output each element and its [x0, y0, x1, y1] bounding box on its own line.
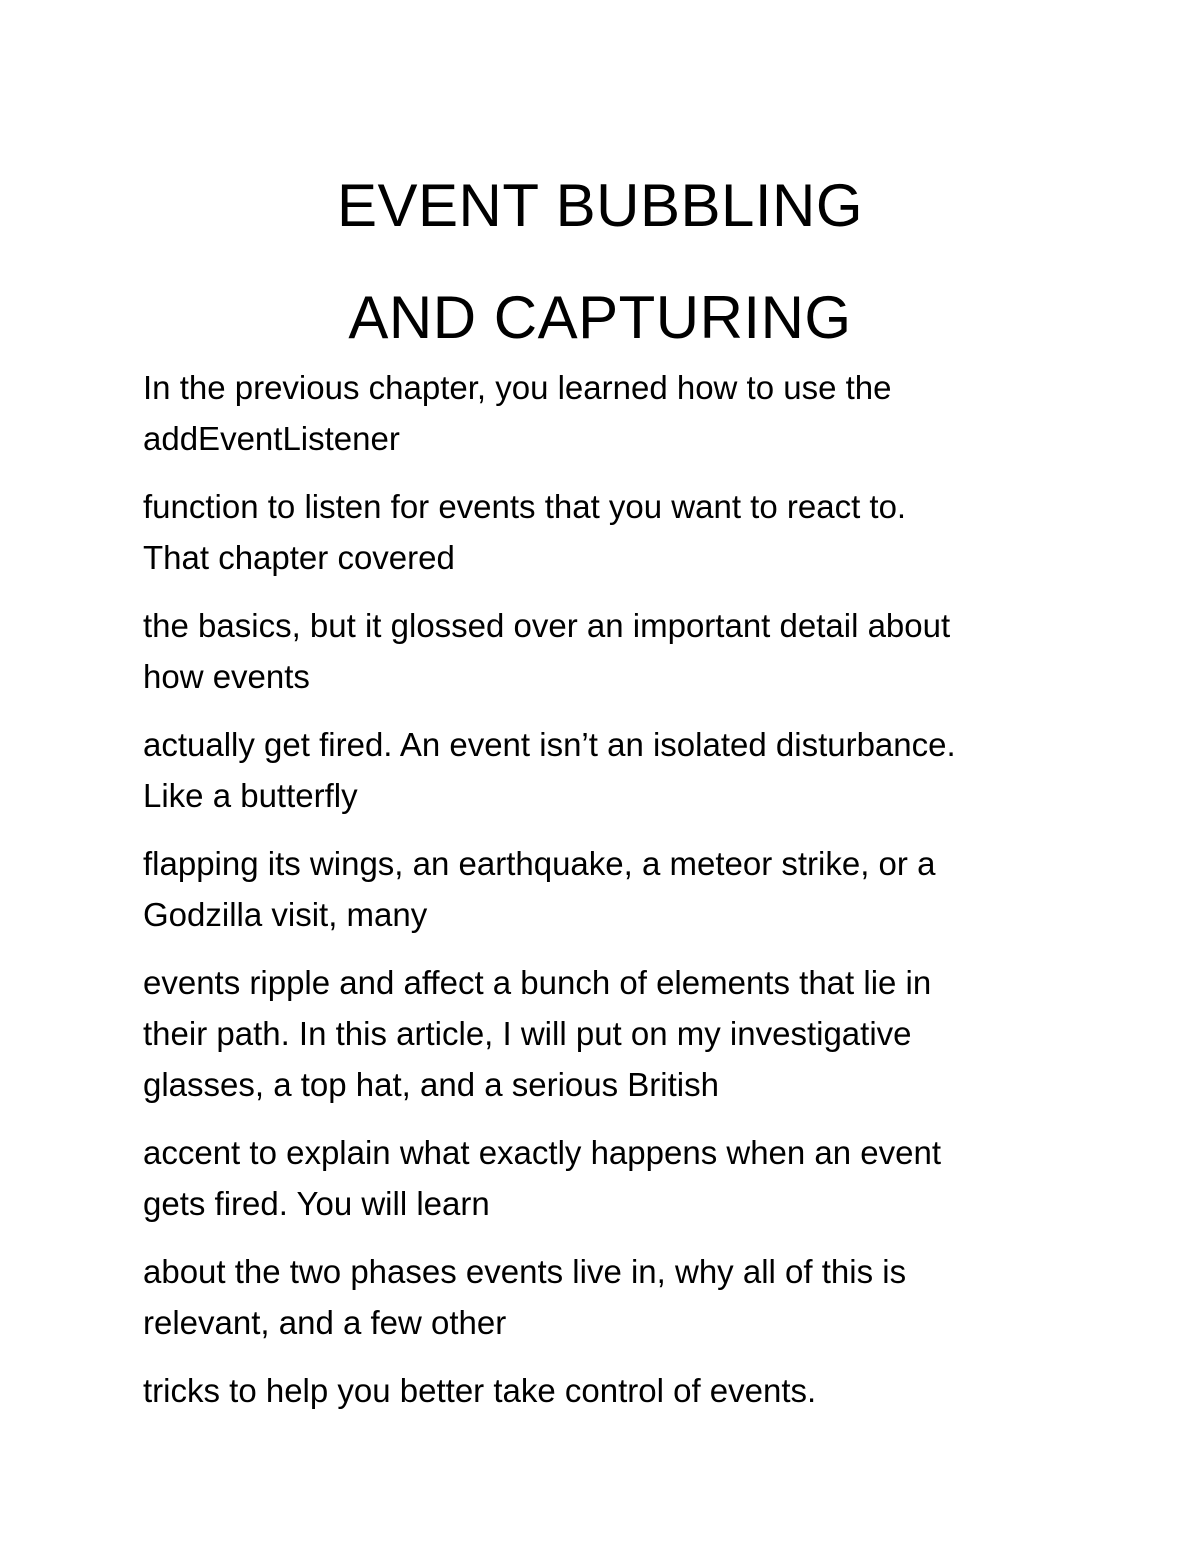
paragraph	[143, 481, 1043, 583]
title-line-2: AND CAPTURING	[348, 284, 852, 351]
text-line: addEventListener	[143, 420, 400, 457]
text-line: That chapter covered	[143, 539, 455, 576]
text-line: about the two phases events live in, why all of this is	[143, 1253, 907, 1290]
title-line-1: EVENT BUBBLING	[336, 172, 864, 239]
text-line: In the previous chapter, you learned how to use the	[143, 369, 892, 406]
paragraph	[143, 1127, 1043, 1229]
text-line: how events	[143, 658, 310, 695]
text-line: Like a butterfly	[143, 777, 358, 814]
paragraph	[143, 600, 1043, 702]
text-line: relevant, and a few other	[143, 1304, 507, 1341]
text-line: accent to explain what exactly happens when an event	[143, 1134, 942, 1171]
paragraph	[143, 1246, 1043, 1348]
paragraph	[143, 838, 1043, 940]
text-line: actually get fired. An event isn’t an isolated disturbance.	[143, 726, 956, 763]
page-title	[0, 150, 1200, 374]
text-line: tricks to help you better take control of events.	[143, 1372, 817, 1409]
text-line: gets fired. You will learn	[143, 1185, 490, 1222]
paragraph	[143, 957, 1043, 1110]
text-line: function to listen for events that you want to react to.	[143, 488, 907, 525]
text-line: the basics, but it glossed over an important detail about	[143, 607, 951, 644]
text-line: flapping its wings, an earthquake, a meteor strike, or a	[143, 845, 936, 882]
paragraph	[143, 362, 1043, 464]
text-line: events ripple and affect a bunch of elements that lie in	[143, 964, 932, 1001]
paragraph	[143, 1365, 1043, 1416]
paragraph	[143, 719, 1043, 821]
text-line: Godzilla visit, many	[143, 896, 428, 933]
text-line: their path. In this article, I will put on my investigative	[143, 1015, 912, 1052]
text-line: glasses, a top hat, and a serious British	[143, 1066, 719, 1103]
body-text	[143, 362, 1043, 1433]
